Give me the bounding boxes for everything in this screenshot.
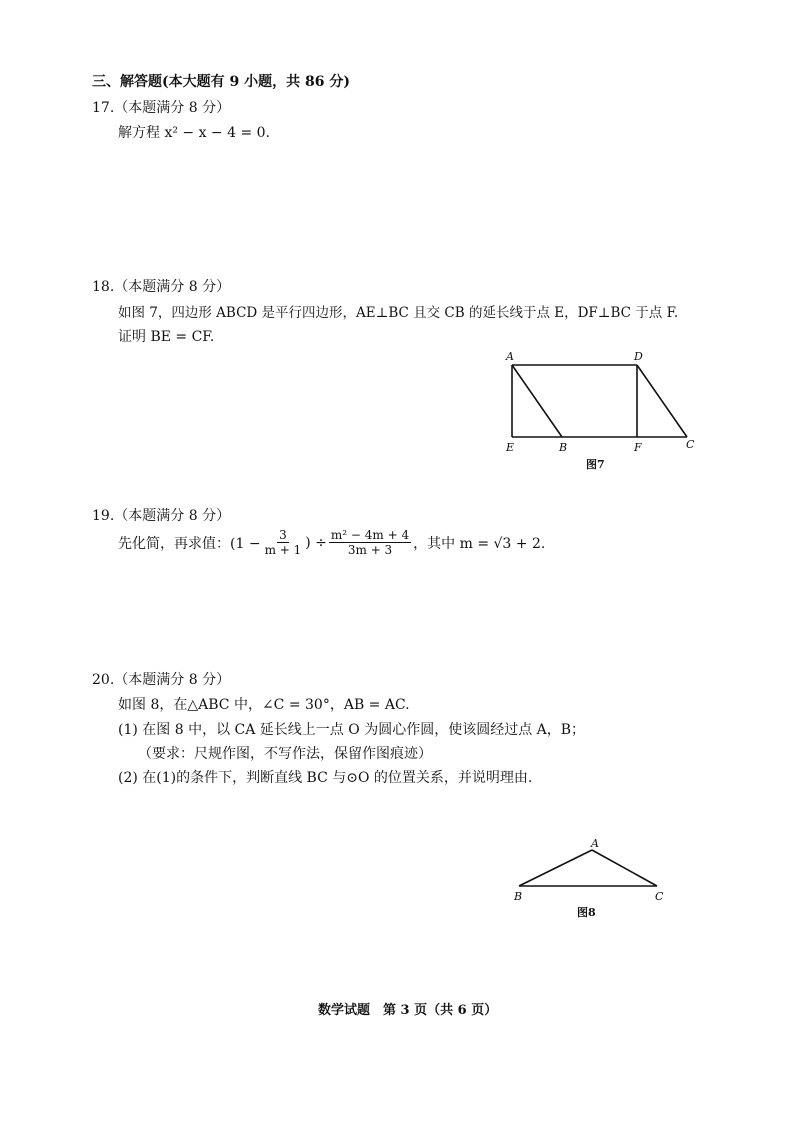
label-B: B xyxy=(514,890,523,903)
label-E: E xyxy=(506,441,515,454)
segment-AB xyxy=(512,365,562,437)
label-A: A xyxy=(591,837,599,850)
q19-fraction-1 xyxy=(263,528,304,557)
q19-prefix: 先化简，再求值：(1 − xyxy=(118,535,261,552)
segment-AB xyxy=(519,850,592,886)
q19-frac2-numerator: m² − 4m + 4 xyxy=(330,528,410,542)
q19-frac1-numerator: 3 xyxy=(279,528,287,542)
figure-7 xyxy=(490,345,710,475)
page-footer: 数学试题 第 3 页（共 6 页） xyxy=(318,1003,498,1018)
figure-8-caption: 图8 xyxy=(577,906,596,919)
q20-line4: (2) 在(1)的条件下，判断直线 BC 与⊙O 的位置关系，并说明理由. xyxy=(118,770,533,786)
q19-fraction-2 xyxy=(329,528,411,557)
q18-line1: 如图 7，四边形 ABCD 是平行四边形，AE⊥BC 且交 CB 的延长线于点 E，DF⊥BC 于点 F. xyxy=(118,305,679,321)
q19-frac2-denominator: 3m + 3 xyxy=(347,543,393,557)
q20-line1: 如图 8，在△ABC 中，∠C = 30°，AB = AC. xyxy=(118,697,410,713)
segment-AC xyxy=(592,850,657,886)
label-A: A xyxy=(506,350,514,363)
q19-frac1-denominator: m + 1 xyxy=(264,543,302,557)
q17-header: 17.（本题满分 8 分） xyxy=(92,100,231,116)
section-title: 三、解答题(本大题有 9 小题，共 86 分) xyxy=(92,74,350,90)
segment-DC xyxy=(637,365,687,437)
q20-header: 20.（本题满分 8 分） xyxy=(92,672,231,688)
q20-line2: (1) 在图 8 中，以 CA 延长线上一点 O 为圆心作圆，使该圆经过点 A，B； xyxy=(118,722,586,738)
figure-8 xyxy=(505,836,680,926)
label-D: D xyxy=(634,350,643,363)
q19-middle: ) ÷ xyxy=(305,534,327,551)
label-B: B xyxy=(559,441,568,454)
q18-line2: 证明 BE = CF. xyxy=(118,329,215,345)
figure-7-caption: 图7 xyxy=(586,458,605,471)
q20-line3: （要求：尺规作图，不写作法，保留作图痕迹） xyxy=(138,746,432,762)
label-F: F xyxy=(634,441,642,454)
q19-header: 19.（本题满分 8 分） xyxy=(92,508,231,524)
q17-text: 解方程 x² − x − 4 = 0. xyxy=(118,125,271,141)
q19-expression xyxy=(118,528,545,557)
label-C: C xyxy=(686,438,695,451)
q19-suffix: ，其中 m = √3 + 2. xyxy=(413,535,546,552)
label-C: C xyxy=(655,890,664,903)
q18-header: 18.（本题满分 8 分） xyxy=(92,279,231,295)
